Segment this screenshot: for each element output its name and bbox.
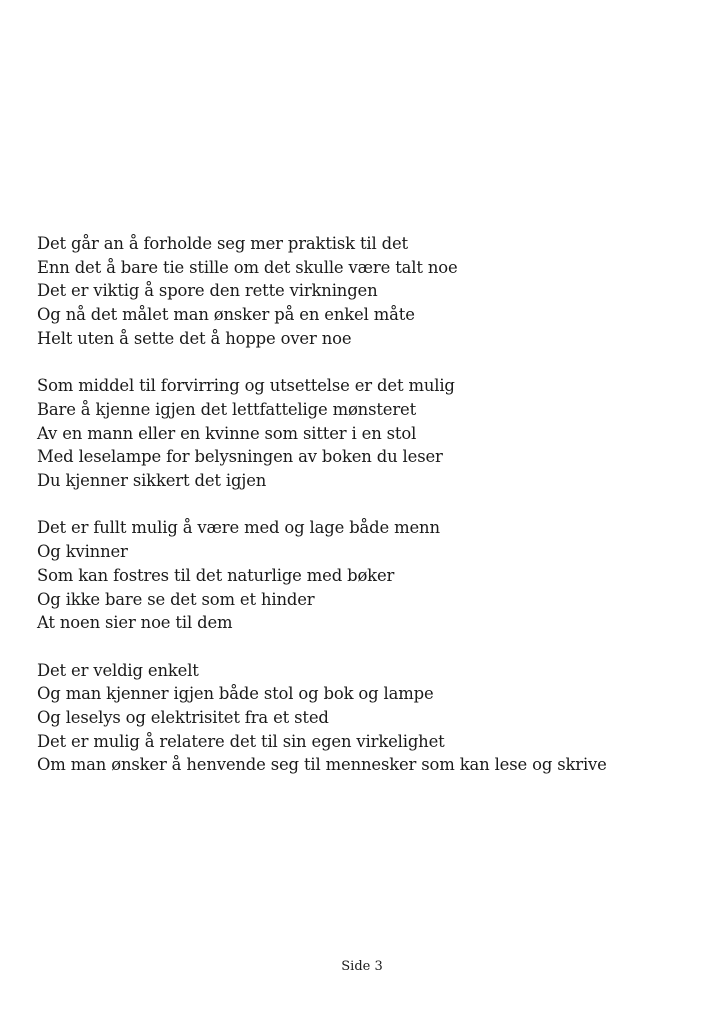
stanza-1	[37, 232, 697, 351]
poem-line: Og nå det målet man ønsker på en enkel måte	[37, 305, 415, 325]
poem-line: Det er viktig å spore den rette virkningen	[37, 281, 378, 301]
poem-line: Om man ønsker å henvende seg til mennesker som kan lese og skrive	[37, 755, 607, 775]
poem-line: Du kjenner sikkert det igjen	[37, 471, 267, 491]
poem-line: Og man kjenner igjen både stol og bok og lampe	[37, 684, 434, 704]
poem-line: Som kan fostres til det naturlige med bøker	[37, 565, 395, 585]
poem-line: Det er mulig å relatere det til sin egen virkelighet	[37, 731, 445, 751]
poem-line: Og leselys og elektrisitet fra et sted	[37, 708, 329, 728]
poem-line: Enn det å bare tie stille om det skulle være talt noe	[37, 257, 458, 277]
poem-line: Med leselampe for belysningen av boken du leser	[37, 447, 443, 467]
poem-line: Helt uten å sette det å hoppe over noe	[37, 328, 352, 348]
stanza-3	[37, 516, 697, 635]
poem-line: Som middel til forvirring og utsettelse er det mulig	[37, 376, 455, 396]
poem-line: Og kvinner	[37, 542, 128, 562]
poem-body	[37, 232, 697, 801]
poem-line: Det er veldig enkelt	[37, 660, 199, 680]
stanza-4	[37, 659, 697, 778]
poem-line: Det går an å forholde seg mer praktisk til det	[37, 234, 408, 253]
poem-line: Bare å kjenne igjen det lettfattelige mønsteret	[37, 399, 417, 419]
poem-line: Det er fullt mulig å være med og lage både menn	[37, 518, 440, 538]
stanza-2	[37, 374, 697, 493]
page-number: Side 3	[341, 959, 383, 974]
poem-line: Og ikke bare se det som et hinder	[37, 589, 315, 609]
poem-line: Av en mann eller en kvinne som sitter i en stol	[37, 423, 417, 443]
poem-line: At noen sier noe til dem	[37, 613, 233, 633]
